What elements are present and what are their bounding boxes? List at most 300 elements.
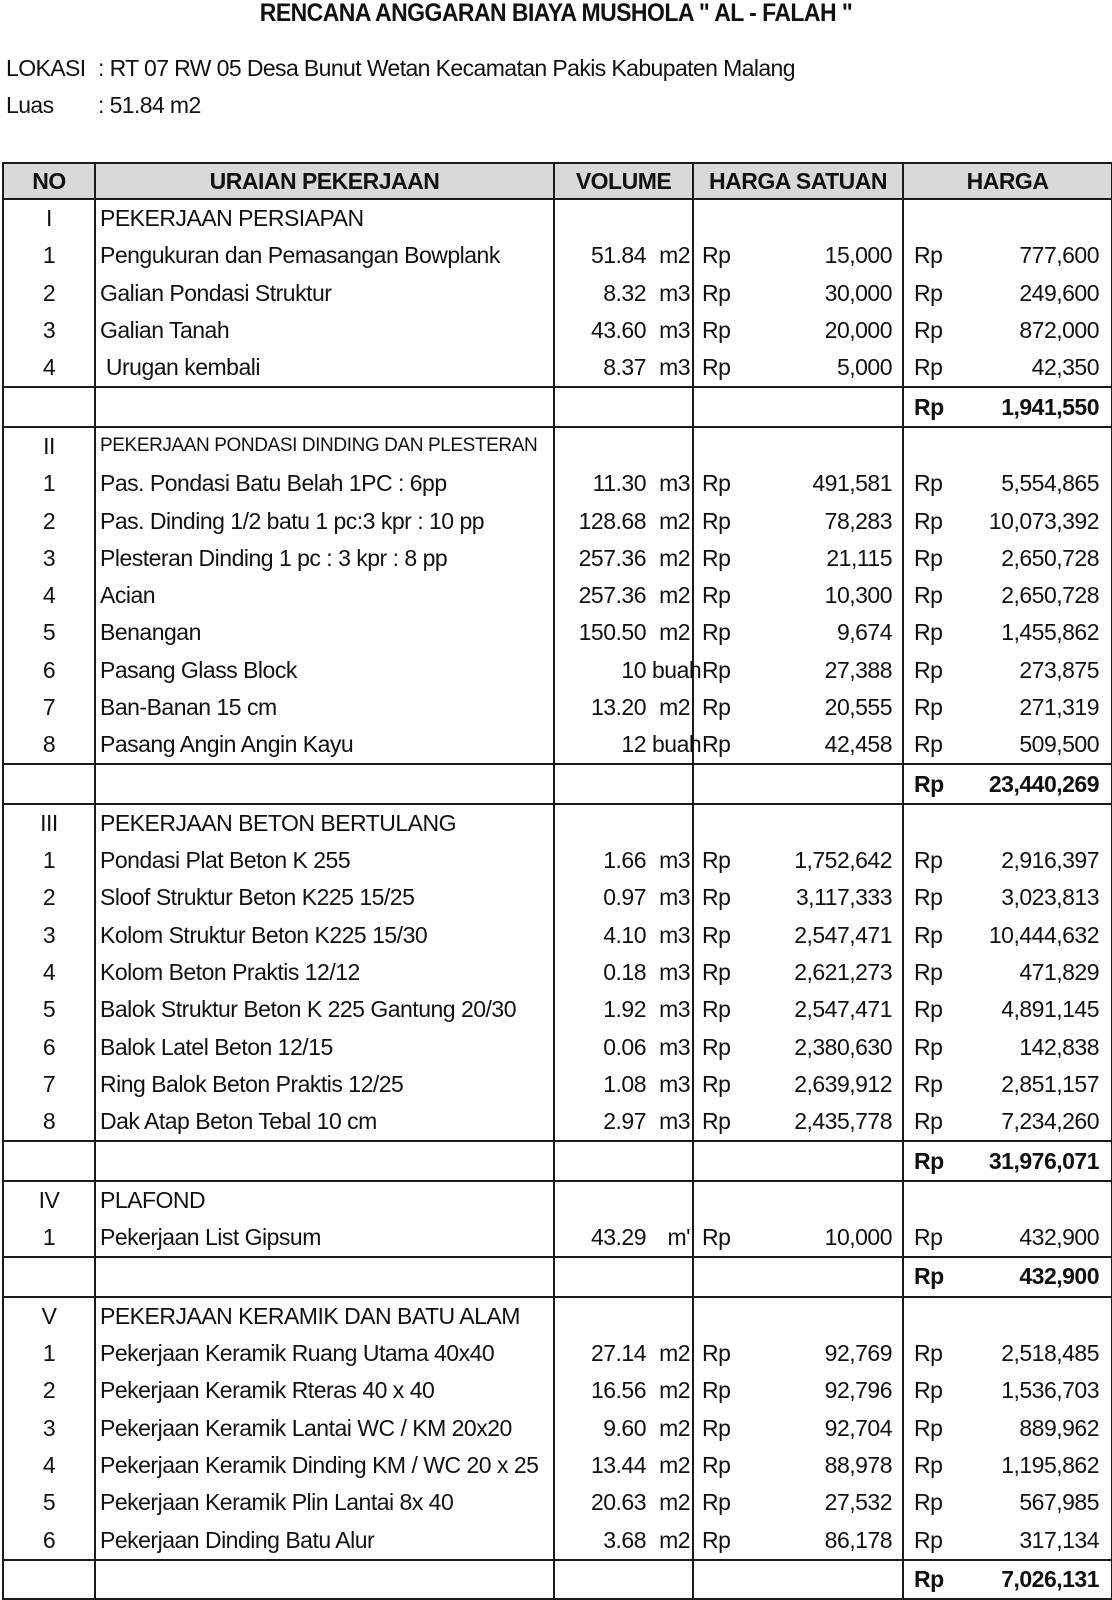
item-number: 6 — [3, 652, 95, 689]
item-unit-price: 42,458 — [757, 726, 903, 764]
price-cell — [967, 1181, 1112, 1219]
item-unit-price-currency: Rp — [693, 349, 757, 387]
item-price: 1,195,862 — [967, 1447, 1112, 1484]
section-title: PEKERJAAN BETON BERTULANG — [95, 804, 554, 842]
table-row — [3, 577, 1112, 614]
item-volume: 13.44 — [554, 1447, 652, 1484]
currency-cell — [693, 427, 757, 465]
item-volume: 9.60 — [554, 1410, 652, 1447]
item-number: 3 — [3, 540, 95, 577]
item-volume: 150.50 — [554, 614, 652, 651]
item-price: 273,875 — [967, 652, 1112, 689]
item-price-currency: Rp — [903, 312, 967, 349]
subtotal-no-cell — [3, 1141, 95, 1180]
price-cell — [967, 199, 1112, 237]
item-volume: 43.60 — [554, 312, 652, 349]
item-description: Acian — [95, 577, 554, 614]
item-description: Galian Tanah — [95, 312, 554, 349]
table-row — [3, 652, 1112, 689]
item-unit-price-currency: Rp — [693, 312, 757, 349]
item-unit-price-currency: Rp — [693, 1521, 757, 1559]
section-title: PEKERJAAN PONDASI DINDING DAN PLESTERAN — [95, 427, 554, 465]
item-unit: m2 — [652, 1335, 693, 1372]
item-price: 889,962 — [967, 1410, 1112, 1447]
volume-cell — [554, 199, 652, 237]
item-volume: 257.36 — [554, 540, 652, 577]
item-unit-price: 20,555 — [757, 689, 903, 726]
item-number: 4 — [3, 349, 95, 387]
item-price: 2,916,397 — [967, 842, 1112, 879]
subtotal-unit-price-cell — [757, 1141, 903, 1180]
section-title: PLAFOND — [95, 1181, 554, 1219]
item-price: 432,900 — [967, 1219, 1112, 1257]
item-unit: m2 — [652, 237, 693, 274]
section-title: PEKERJAAN PERSIAPAN — [95, 199, 554, 237]
item-number: 5 — [3, 991, 95, 1028]
item-unit: m2 — [652, 689, 693, 726]
item-unit: m3 — [652, 917, 693, 954]
item-number: 5 — [3, 614, 95, 651]
item-description: Pas. Pondasi Batu Belah 1PC : 6pp — [95, 465, 554, 502]
item-unit: m2 — [652, 1410, 693, 1447]
unit-cell — [652, 1297, 693, 1335]
item-volume: 1.92 — [554, 991, 652, 1028]
item-unit: m2 — [652, 614, 693, 651]
item-unit: m3 — [652, 1029, 693, 1066]
table-body — [3, 199, 1112, 1599]
subtotal-volume-cell — [554, 387, 652, 426]
item-price-currency: Rp — [903, 954, 967, 991]
section-header-row — [3, 1181, 1112, 1219]
subtotal-label-cell — [95, 387, 554, 426]
subtotal-volume-cell — [554, 764, 652, 803]
subtotal-rp-cell — [693, 1257, 757, 1296]
item-description: Ring Balok Beton Praktis 12/25 — [95, 1066, 554, 1103]
item-volume: 20.63 — [554, 1484, 652, 1521]
item-price-currency: Rp — [903, 842, 967, 879]
item-unit-price: 15,000 — [757, 237, 903, 274]
currency-cell — [903, 804, 967, 842]
item-number: 2 — [3, 275, 95, 312]
item-description: Pekerjaan Keramik Lantai WC / KM 20x20 — [95, 1410, 554, 1447]
table-row — [3, 502, 1112, 539]
item-unit-price-currency: Rp — [693, 726, 757, 764]
table-row — [3, 1103, 1112, 1141]
item-price-currency: Rp — [903, 879, 967, 916]
item-unit: m2 — [652, 1484, 693, 1521]
item-price-currency: Rp — [903, 652, 967, 689]
item-description: Pengukuran dan Pemasangan Bowplank — [95, 237, 554, 274]
subtotal-unit-cell — [652, 1141, 693, 1180]
item-unit-price: 78,283 — [757, 502, 903, 539]
item-unit: m3 — [652, 991, 693, 1028]
subtotal-unit-cell — [652, 387, 693, 426]
table-row — [3, 1372, 1112, 1409]
item-description: Balok Latel Beton 12/15 — [95, 1029, 554, 1066]
subtotal-no-cell — [3, 387, 95, 426]
section-header-row — [3, 804, 1112, 842]
item-price-currency: Rp — [903, 1103, 967, 1141]
item-volume: 13.20 — [554, 689, 652, 726]
subtotal-amount: 31,976,071 — [967, 1141, 1112, 1180]
table-row — [3, 1219, 1112, 1257]
item-unit-price: 2,547,471 — [757, 991, 903, 1028]
item-unit-price: 2,621,273 — [757, 954, 903, 991]
section-header-row — [3, 1297, 1112, 1335]
subtotal-label-cell — [95, 1560, 554, 1599]
item-unit: m2 — [652, 540, 693, 577]
item-number: 8 — [3, 1103, 95, 1141]
item-number: 7 — [3, 1066, 95, 1103]
item-unit-price: 27,532 — [757, 1484, 903, 1521]
item-number: 4 — [3, 577, 95, 614]
item-unit-price-currency: Rp — [693, 842, 757, 879]
item-description: Pekerjaan Keramik Plin Lantai 8x 40 — [95, 1484, 554, 1521]
item-price: 1,455,862 — [967, 614, 1112, 651]
subtotal-unit-price-cell — [757, 387, 903, 426]
item-unit: buah — [652, 726, 693, 764]
subtotal-rp-cell — [693, 387, 757, 426]
item-unit-price: 2,380,630 — [757, 1029, 903, 1066]
item-price-currency: Rp — [903, 237, 967, 274]
subtotal-volume-cell — [554, 1141, 652, 1180]
table-row — [3, 991, 1112, 1028]
item-price-currency: Rp — [903, 614, 967, 651]
item-volume: 10 — [554, 652, 652, 689]
item-price: 5,554,865 — [967, 465, 1112, 502]
item-description: Pekerjaan Dinding Batu Alur — [95, 1521, 554, 1559]
item-unit-price-currency: Rp — [693, 1219, 757, 1257]
section-header-row — [3, 199, 1112, 237]
item-price-currency: Rp — [903, 275, 967, 312]
item-volume: 51.84 — [554, 237, 652, 274]
subtotal-amount: 432,900 — [967, 1257, 1112, 1296]
item-number: 3 — [3, 1410, 95, 1447]
currency-cell — [903, 427, 967, 465]
item-price-currency: Rp — [903, 1372, 967, 1409]
budget-table — [2, 162, 1112, 1600]
unit-price-cell — [757, 1297, 903, 1335]
item-unit: m2 — [652, 1447, 693, 1484]
header-volume: VOLUME — [554, 163, 693, 199]
table-row — [3, 1410, 1112, 1447]
item-unit: m3 — [652, 312, 693, 349]
item-unit-price: 86,178 — [757, 1521, 903, 1559]
item-price-currency: Rp — [903, 991, 967, 1028]
volume-cell — [554, 427, 652, 465]
item-volume: 1.08 — [554, 1066, 652, 1103]
item-unit-price-currency: Rp — [693, 237, 757, 274]
volume-cell — [554, 1297, 652, 1335]
item-number: 6 — [3, 1029, 95, 1066]
item-price: 142,838 — [967, 1029, 1112, 1066]
item-unit-price-currency: Rp — [693, 879, 757, 916]
header-no: NO — [3, 163, 95, 199]
item-volume: 11.30 — [554, 465, 652, 502]
table-row — [3, 237, 1112, 274]
item-price-currency: Rp — [903, 1335, 967, 1372]
item-price-currency: Rp — [903, 917, 967, 954]
table-row — [3, 1335, 1112, 1372]
item-unit-price-currency: Rp — [693, 917, 757, 954]
subtotal-no-cell — [3, 764, 95, 803]
table-row — [3, 1447, 1112, 1484]
item-volume: 257.36 — [554, 577, 652, 614]
table-row — [3, 1029, 1112, 1066]
item-number: 1 — [3, 465, 95, 502]
item-description: Pekerjaan Keramik Dinding KM / WC 20 x 25 — [95, 1447, 554, 1484]
item-number: 2 — [3, 879, 95, 916]
item-unit-price-currency: Rp — [693, 1410, 757, 1447]
item-unit-price-currency: Rp — [693, 1484, 757, 1521]
table-row — [3, 540, 1112, 577]
luas-label: Luas — [6, 92, 54, 118]
item-price: 271,319 — [967, 689, 1112, 726]
table-row — [3, 1484, 1112, 1521]
item-price-currency: Rp — [903, 349, 967, 387]
subtotal-row — [3, 1141, 1112, 1180]
item-volume: 1.66 — [554, 842, 652, 879]
item-description: Pekerjaan Keramik Rteras 40 x 40 — [95, 1372, 554, 1409]
item-unit: m3 — [652, 954, 693, 991]
item-price-currency: Rp — [903, 1410, 967, 1447]
item-volume: 0.97 — [554, 879, 652, 916]
currency-cell — [903, 199, 967, 237]
subtotal-currency: Rp — [903, 1257, 967, 1296]
subtotal-currency: Rp — [903, 764, 967, 803]
table-row — [3, 1521, 1112, 1559]
item-unit-price-currency: Rp — [693, 1029, 757, 1066]
item-unit: m3 — [652, 349, 693, 387]
currency-cell — [693, 199, 757, 237]
item-number: 7 — [3, 689, 95, 726]
item-number: 1 — [3, 237, 95, 274]
item-description: Pekerjaan List Gipsum — [95, 1219, 554, 1257]
subtotal-row — [3, 764, 1112, 803]
table-header-row — [3, 163, 1112, 199]
subtotal-unit-cell — [652, 1257, 693, 1296]
item-number: 2 — [3, 1372, 95, 1409]
item-price-currency: Rp — [903, 1521, 967, 1559]
item-unit-price-currency: Rp — [693, 954, 757, 991]
subtotal-unit-price-cell — [757, 764, 903, 803]
item-unit-price: 9,674 — [757, 614, 903, 651]
luas-value: : 51.84 m2 — [98, 92, 201, 118]
item-unit-price: 30,000 — [757, 275, 903, 312]
item-volume: 128.68 — [554, 502, 652, 539]
item-unit: m2 — [652, 577, 693, 614]
item-number: 1 — [3, 1219, 95, 1257]
table-row — [3, 465, 1112, 502]
item-volume: 27.14 — [554, 1335, 652, 1372]
item-unit-price: 20,000 — [757, 312, 903, 349]
currency-cell — [693, 1297, 757, 1335]
unit-cell — [652, 427, 693, 465]
subtotal-unit-cell — [652, 1560, 693, 1599]
item-unit-price-currency: Rp — [693, 991, 757, 1028]
subtotal-volume-cell — [554, 1257, 652, 1296]
item-unit-price: 1,752,642 — [757, 842, 903, 879]
subtotal-rp-cell — [693, 1141, 757, 1180]
item-price-currency: Rp — [903, 540, 967, 577]
subtotal-currency: Rp — [903, 1141, 967, 1180]
item-number: 1 — [3, 842, 95, 879]
item-unit: buah — [652, 652, 693, 689]
item-price: 4,891,145 — [967, 991, 1112, 1028]
item-unit-price-currency: Rp — [693, 652, 757, 689]
item-unit-price: 88,978 — [757, 1447, 903, 1484]
item-unit-price: 5,000 — [757, 349, 903, 387]
lokasi-value: : RT 07 RW 05 Desa Bunut Wetan Kecamatan Pakis Kabupaten Malang — [98, 55, 795, 81]
table-row — [3, 842, 1112, 879]
subtotal-row — [3, 1257, 1112, 1296]
item-price: 872,000 — [967, 312, 1112, 349]
subtotal-unit-price-cell — [757, 1560, 903, 1599]
item-description: Pasang Angin Angin Kayu — [95, 726, 554, 764]
item-unit-price-currency: Rp — [693, 1066, 757, 1103]
item-price: 3,023,813 — [967, 879, 1112, 916]
table-row — [3, 275, 1112, 312]
item-unit-price: 2,639,912 — [757, 1066, 903, 1103]
section-header-row — [3, 427, 1112, 465]
section-title: PEKERJAAN KERAMIK DAN BATU ALAM — [95, 1297, 554, 1335]
subtotal-amount: 7,026,131 — [967, 1560, 1112, 1599]
subtotal-rp-cell — [693, 1560, 757, 1599]
item-price: 10,444,632 — [967, 917, 1112, 954]
currency-cell — [903, 1181, 967, 1219]
item-unit-price-currency: Rp — [693, 577, 757, 614]
table-row — [3, 614, 1112, 651]
item-unit-price: 92,769 — [757, 1335, 903, 1372]
subtotal-volume-cell — [554, 1560, 652, 1599]
item-unit-price: 10,300 — [757, 577, 903, 614]
subtotal-amount: 1,941,550 — [967, 387, 1112, 426]
item-price-currency: Rp — [903, 1219, 967, 1257]
section-number: IV — [3, 1181, 95, 1219]
item-number: 4 — [3, 954, 95, 991]
item-volume: 2.97 — [554, 1103, 652, 1141]
subtotal-label-cell — [95, 1141, 554, 1180]
item-price: 509,500 — [967, 726, 1112, 764]
item-description: Pondasi Plat Beton K 255 — [95, 842, 554, 879]
item-unit: m2 — [652, 1521, 693, 1559]
item-price: 777,600 — [967, 237, 1112, 274]
subtotal-no-cell — [3, 1560, 95, 1599]
item-unit-price: 3,117,333 — [757, 879, 903, 916]
subtotal-label-cell — [95, 1257, 554, 1296]
item-description: Benangan — [95, 614, 554, 651]
item-price-currency: Rp — [903, 577, 967, 614]
item-price-currency: Rp — [903, 726, 967, 764]
item-price: 2,851,157 — [967, 1066, 1112, 1103]
item-unit-price: 92,796 — [757, 1372, 903, 1409]
item-unit: m3 — [652, 275, 693, 312]
luas-row — [6, 90, 201, 120]
subtotal-row — [3, 1560, 1112, 1599]
item-price: 42,350 — [967, 349, 1112, 387]
item-unit-price-currency: Rp — [693, 540, 757, 577]
header-uraian: URAIAN PEKERJAAN — [95, 163, 554, 199]
item-description: Sloof Struktur Beton K225 15/25 — [95, 879, 554, 916]
item-unit-price-currency: Rp — [693, 275, 757, 312]
subtotal-rp-cell — [693, 764, 757, 803]
item-price-currency: Rp — [903, 1484, 967, 1521]
item-price-currency: Rp — [903, 1029, 967, 1066]
item-number: 2 — [3, 502, 95, 539]
item-number: 5 — [3, 1484, 95, 1521]
item-description: Dak Atap Beton Tebal 10 cm — [95, 1103, 554, 1141]
item-volume: 43.29 — [554, 1219, 652, 1257]
item-unit-price-currency: Rp — [693, 1103, 757, 1141]
item-price: 317,134 — [967, 1521, 1112, 1559]
document-title: RENCANA ANGGARAN BIAYA MUSHOLA " AL - FALAH " — [259, 0, 853, 27]
subtotal-amount: 23,440,269 — [967, 764, 1112, 803]
table-row — [3, 1066, 1112, 1103]
item-price-currency: Rp — [903, 465, 967, 502]
item-unit: m3 — [652, 465, 693, 502]
item-price: 2,650,728 — [967, 540, 1112, 577]
currency-cell — [903, 1297, 967, 1335]
item-unit-price-currency: Rp — [693, 614, 757, 651]
unit-price-cell — [757, 427, 903, 465]
volume-cell — [554, 804, 652, 842]
item-unit: m3 — [652, 1066, 693, 1103]
item-volume: 3.68 — [554, 1521, 652, 1559]
table-row — [3, 349, 1112, 387]
item-unit: m3 — [652, 842, 693, 879]
item-unit-price-currency: Rp — [693, 465, 757, 502]
item-description: Galian Pondasi Struktur — [95, 275, 554, 312]
item-unit-price: 10,000 — [757, 1219, 903, 1257]
item-unit: m2 — [652, 502, 693, 539]
item-unit-price: 2,435,778 — [757, 1103, 903, 1141]
item-volume: 12 — [554, 726, 652, 764]
item-number: 4 — [3, 1447, 95, 1484]
subtotal-unit-price-cell — [757, 1257, 903, 1296]
header-harga: HARGA — [903, 163, 1112, 199]
header-harga-satuan: HARGA SATUAN — [693, 163, 903, 199]
item-description: Pas. Dinding 1/2 batu 1 pc:3 kpr : 10 pp — [95, 502, 554, 539]
currency-cell — [693, 1181, 757, 1219]
unit-price-cell — [757, 1181, 903, 1219]
item-description: Urugan kembali — [95, 349, 554, 387]
subtotal-currency: Rp — [903, 387, 967, 426]
item-unit: m2 — [652, 1372, 693, 1409]
unit-price-cell — [757, 804, 903, 842]
item-description: Pekerjaan Keramik Ruang Utama 40x40 — [95, 1335, 554, 1372]
item-number: 6 — [3, 1521, 95, 1559]
item-unit-price-currency: Rp — [693, 1335, 757, 1372]
item-price: 471,829 — [967, 954, 1112, 991]
currency-cell — [693, 804, 757, 842]
item-unit-price: 491,581 — [757, 465, 903, 502]
item-unit: m3 — [652, 879, 693, 916]
table-row — [3, 917, 1112, 954]
subtotal-label-cell — [95, 764, 554, 803]
item-volume: 16.56 — [554, 1372, 652, 1409]
table-row — [3, 689, 1112, 726]
item-price: 249,600 — [967, 275, 1112, 312]
section-number: III — [3, 804, 95, 842]
item-price-currency: Rp — [903, 1066, 967, 1103]
item-price: 1,536,703 — [967, 1372, 1112, 1409]
unit-price-cell — [757, 199, 903, 237]
item-unit-price: 27,388 — [757, 652, 903, 689]
item-price-currency: Rp — [903, 502, 967, 539]
item-volume: 0.06 — [554, 1029, 652, 1066]
table-row — [3, 726, 1112, 764]
subtotal-row — [3, 387, 1112, 426]
